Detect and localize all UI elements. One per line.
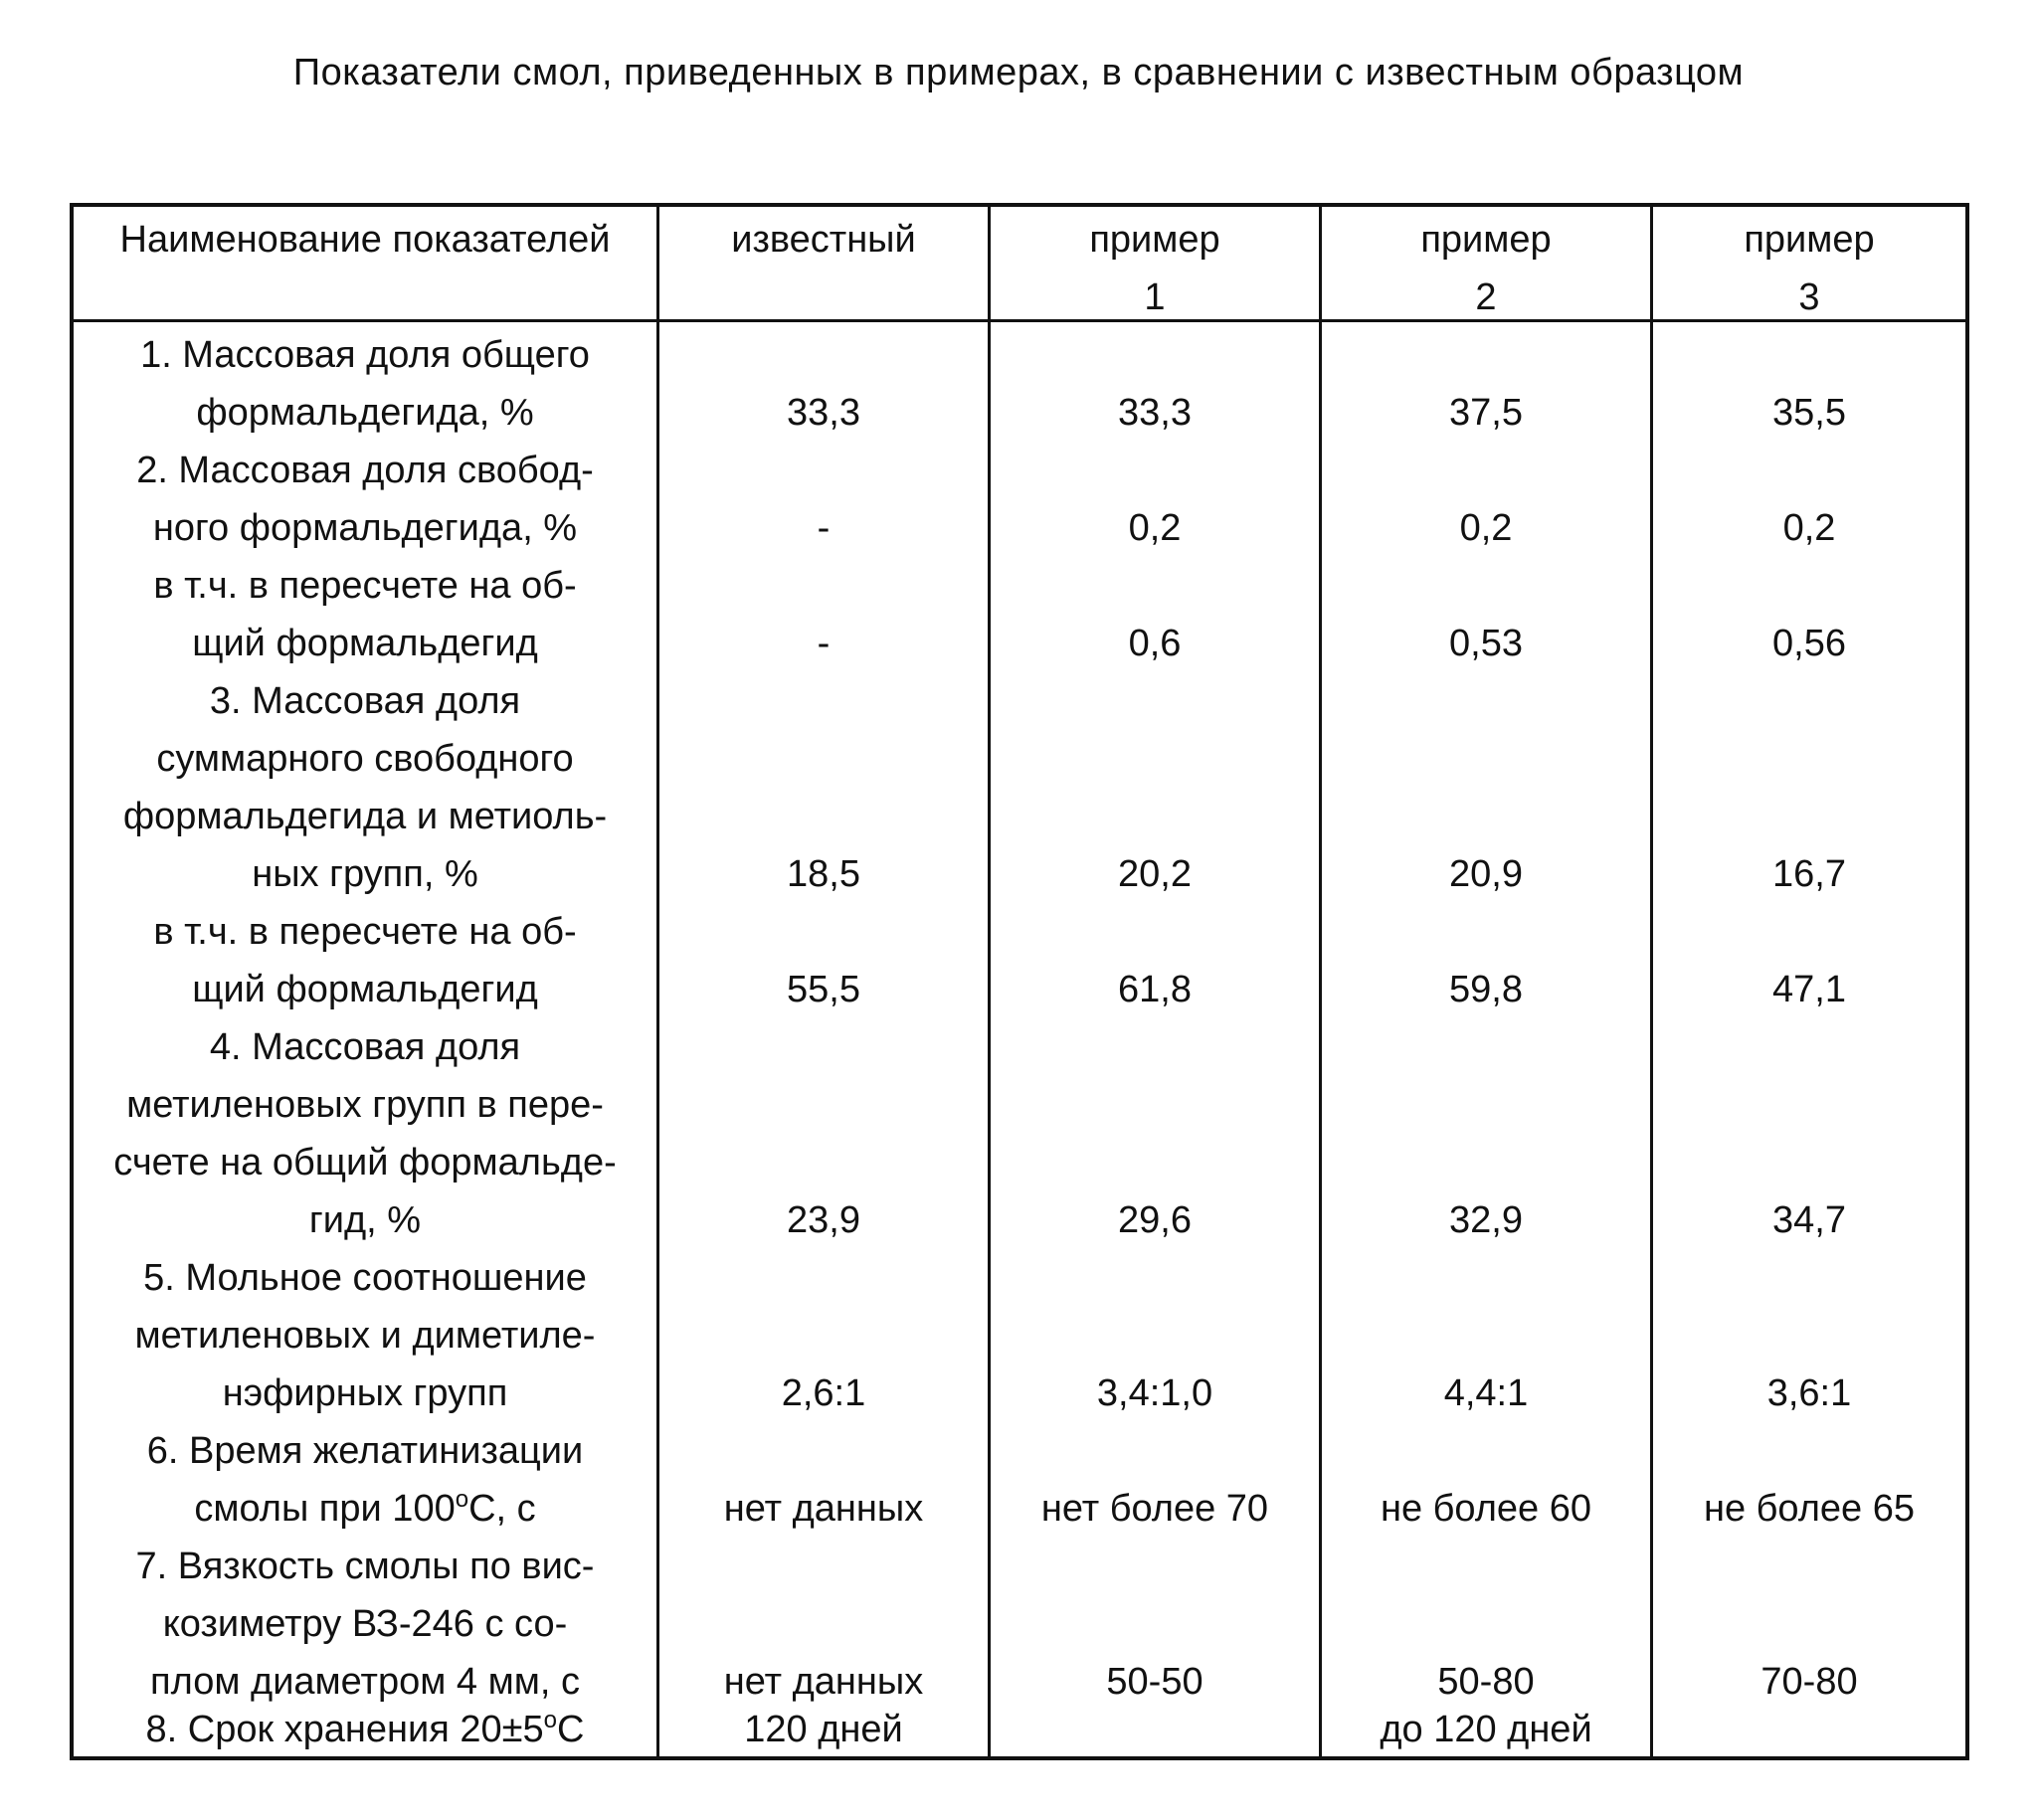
row-3-name-line: 3. Массовая доля bbox=[209, 680, 521, 722]
row-7-known: нет данных bbox=[723, 1661, 924, 1703]
row-7-example-1: 50-50 bbox=[1106, 1661, 1204, 1703]
row-8-example-2: до 120 дней bbox=[1380, 1709, 1592, 1750]
row-3-name-line: формальдегида и метиоль- bbox=[122, 796, 608, 837]
row-1-name-line: формальдегида, % bbox=[196, 392, 534, 434]
row-2b-known: - bbox=[817, 623, 831, 664]
row-1-name-line: 1. Массовая доля общего bbox=[140, 334, 590, 376]
row-5-name-line: метиленовых и диметиле- bbox=[134, 1315, 596, 1357]
row-2-example-2: 0,2 bbox=[1459, 507, 1513, 549]
row-6-name-line: 6. Время желатинизации bbox=[146, 1430, 584, 1472]
header-example-3-number: 3 bbox=[1798, 276, 1820, 318]
row-2b-example-3: 0,56 bbox=[1772, 623, 1846, 664]
row-6-name-line bbox=[74, 1480, 656, 1538]
row-4-name-line: гид, % bbox=[308, 1199, 422, 1241]
header-known bbox=[659, 207, 988, 269]
row-5-example-1: 3,4:1,0 bbox=[1096, 1372, 1213, 1414]
header-name-label: Наименование показателей bbox=[119, 219, 611, 261]
row-7-name-line: козиметру ВЗ-246 с со- bbox=[162, 1603, 568, 1645]
row-6-name-unit: С, с bbox=[468, 1488, 536, 1530]
header-example-2-label: пример bbox=[1420, 219, 1552, 261]
row-4-name-line: метиленовых групп в пере- bbox=[126, 1084, 604, 1126]
row-3b-example-1: 61,8 bbox=[1118, 969, 1192, 1010]
row-7-name-line: 7. Вязкость смолы по вис- bbox=[135, 1546, 595, 1587]
degree-superscript: о bbox=[543, 1707, 558, 1733]
row-3-name bbox=[74, 672, 656, 903]
row-4-name-line: счете на общий формальде- bbox=[113, 1142, 617, 1183]
row-8-name-text: 8. Срок хранения 20±5 bbox=[145, 1709, 544, 1750]
row-8-name-line bbox=[74, 1701, 656, 1758]
row-2b-name bbox=[74, 557, 656, 672]
row-1-example-2: 37,5 bbox=[1449, 392, 1523, 434]
row-8-name bbox=[74, 1701, 656, 1758]
row-3b-example-2: 59,8 bbox=[1449, 969, 1523, 1010]
header-example-3-label: пример bbox=[1744, 219, 1875, 261]
page-title: Показатели смол, приведенных в примерах, в сравнении с известным образцом bbox=[292, 52, 1745, 93]
row-4-example-2: 32,9 bbox=[1449, 1199, 1523, 1241]
row-3-example-1: 20,2 bbox=[1118, 853, 1192, 895]
header-name bbox=[74, 207, 656, 269]
row-5-known: 2,6:1 bbox=[781, 1372, 866, 1414]
row-2b-name-line: щий формальдегид bbox=[192, 623, 538, 664]
row-1-known: 33,3 bbox=[787, 392, 860, 434]
row-5-name bbox=[74, 1249, 656, 1422]
row-8-name-unit: С bbox=[557, 1709, 585, 1750]
header-example-2 bbox=[1322, 207, 1650, 326]
row-2-name bbox=[74, 442, 656, 557]
row-1-name bbox=[74, 326, 656, 442]
header-known-label: известный bbox=[731, 219, 916, 261]
row-6-name-text: смолы при 100 bbox=[194, 1488, 456, 1530]
row-2-example-1: 0,2 bbox=[1128, 507, 1182, 549]
row-3-example-2: 20,9 bbox=[1449, 853, 1523, 895]
row-8-known: 120 дней bbox=[744, 1709, 903, 1750]
comparison-table bbox=[70, 203, 1969, 1760]
row-3b-known: 55,5 bbox=[787, 969, 860, 1010]
row-3b-example-3: 47,1 bbox=[1772, 969, 1846, 1010]
row-3-name-line: суммарного свободного bbox=[156, 738, 574, 780]
row-2-name-line: 2. Массовая доля свобод- bbox=[136, 450, 594, 491]
row-4-example-1: 29,6 bbox=[1118, 1199, 1192, 1241]
row-3-name-line: ных групп, % bbox=[252, 853, 478, 895]
row-4-name bbox=[74, 1018, 656, 1249]
row-4-name-line: 4. Массовая доля bbox=[209, 1026, 521, 1068]
header-example-1-label: пример bbox=[1089, 219, 1220, 261]
row-7-name bbox=[74, 1538, 656, 1711]
row-7-example-2: 50-80 bbox=[1437, 1661, 1535, 1703]
row-3b-name-line: щий формальдегид bbox=[192, 969, 538, 1010]
header-example-1 bbox=[991, 207, 1319, 326]
header-example-1-number: 1 bbox=[1144, 276, 1166, 318]
row-3-example-3: 16,7 bbox=[1772, 853, 1846, 895]
row-5-name-line: нэфирных групп bbox=[222, 1372, 508, 1414]
row-6-example-1: нет более 70 bbox=[1040, 1488, 1269, 1530]
row-6-example-2: не более 60 bbox=[1380, 1488, 1591, 1530]
row-4-example-3: 34,7 bbox=[1772, 1199, 1846, 1241]
row-3b-name-line: в т.ч. в пересчете на об- bbox=[153, 911, 577, 953]
header-example-2-number: 2 bbox=[1475, 276, 1497, 318]
row-2-example-3: 0,2 bbox=[1782, 507, 1836, 549]
row-7-example-3: 70-80 bbox=[1760, 1661, 1858, 1703]
row-4-known: 23,9 bbox=[787, 1199, 860, 1241]
row-2b-example-1: 0,6 bbox=[1128, 623, 1182, 664]
row-5-example-2: 4,4:1 bbox=[1443, 1372, 1529, 1414]
degree-superscript: о bbox=[455, 1486, 469, 1513]
row-3-known: 18,5 bbox=[787, 853, 860, 895]
row-6-known: нет данных bbox=[723, 1488, 924, 1530]
row-1-example-3: 35,5 bbox=[1772, 392, 1846, 434]
row-5-example-3: 3,6:1 bbox=[1766, 1372, 1852, 1414]
row-6-name bbox=[74, 1422, 656, 1538]
row-6-example-3: не более 65 bbox=[1703, 1488, 1915, 1530]
row-2-name-line: ного формальдегида, % bbox=[152, 507, 578, 549]
row-3b-name bbox=[74, 903, 656, 1018]
row-2b-name-line: в т.ч. в пересчете на об- bbox=[153, 565, 577, 607]
row-7-name-line: плом диаметром 4 мм, с bbox=[150, 1661, 580, 1703]
row-2b-example-2: 0,53 bbox=[1449, 623, 1523, 664]
row-1-example-1: 33,3 bbox=[1118, 392, 1192, 434]
header-example-3 bbox=[1653, 207, 1965, 326]
row-2-known: - bbox=[817, 507, 831, 549]
row-5-name-line: 5. Мольное соотношение bbox=[143, 1257, 587, 1299]
